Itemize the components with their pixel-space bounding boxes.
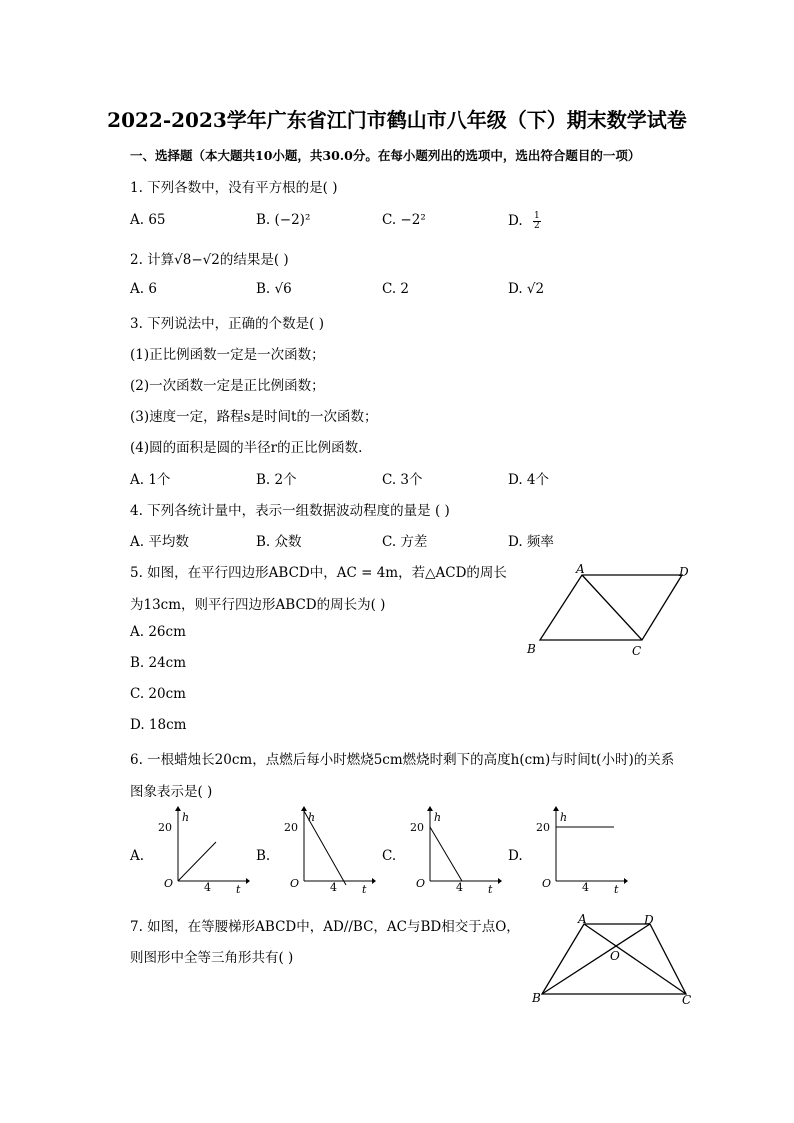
vertex-b-label: B [532,991,541,1005]
diagonal-bd [542,924,650,994]
graph-a-4-label: 4 [204,881,211,894]
q1-option-b: B. (−2)² [256,212,311,228]
q2-option-b: B. √6 [256,281,292,297]
question-1-stem: 1. 下列各数中，没有平方根的是( ) [130,180,338,196]
q4-option-c: C. 方差 [382,534,428,550]
q6-option-a-label: A. [130,848,145,864]
fraction-numerator: 1 [533,211,540,221]
q3-statement-4: (4)圆的面积是圆的半径r的正比例函数. [130,440,363,456]
question-2-stem: 2. 计算√8−√2的结果是( ) [130,252,289,268]
q3-statement-3: (3)速度一定，路程s是时间t的一次函数； [130,409,378,425]
graph-d-4-label: 4 [582,881,589,894]
q3-option-c: C. 3个 [382,472,423,488]
section-heading: 一、选择题（本大题共10小题，共30.0分。在每小题列出的选项中，选出符合题目的一项） [130,148,641,163]
q6-option-b-label: B. [256,848,271,864]
q5-option-c: C. 20cm [130,686,186,702]
question-4-stem: 4. 下列各统计量中，表示一组数据波动程度的量是 ( ) [130,503,450,519]
question-5-line-2: 为13cm，则平行四边形ABCD的周长为( ) [130,597,386,613]
graph-c [402,805,502,900]
graph-c-t-label: t [488,883,493,896]
graph-a-h-label: h [182,811,190,824]
graph-d-20-label: 20 [536,821,550,834]
question-7-line-1: 7. 如图，在等腰梯形ABCD中，AD//BC，AC与BD相交于点O， [130,919,520,935]
graph-b-t-label: t [362,883,367,896]
q1-option-c: C. −2² [382,212,426,228]
graph-b-h-label: h [308,811,316,824]
q6-option-c-label: C. [382,848,397,864]
graph-c-20-label: 20 [410,821,424,834]
q2-option-a: A. 6 [130,281,157,297]
graph-a-t-label: t [236,883,241,896]
parallelogram-abcd [540,575,682,640]
q3-option-b: B. 2个 [256,472,297,488]
vertex-a-label: A [576,562,585,576]
graph-b [276,805,376,900]
q3-statement-1: (1)正比例函数一定是一次函数； [130,347,325,363]
q1-option-d-prefix: D. [508,213,523,229]
vertex-a-label: A [578,912,587,926]
q2-option-d: D. √2 [508,281,545,297]
question-6-line-2: 图象表示是( ) [130,784,213,800]
q6-option-d-label: D. [508,848,523,864]
graph-a [150,805,250,900]
graph-d-origin-label: O [542,877,552,890]
question-6-line-1: 6. 一根蜡烛长20cm，点燃后每小时燃烧5cm燃烧时剩下的高度h(cm)与时间t(小时)的关系 [130,752,675,768]
exam-title: 2022-2023学年广东省江门市鹤山市八年级（下）期末数学试卷 [107,108,687,132]
q3-option-d: D. 4个 [508,472,550,488]
fraction-denominator: 2 [533,221,540,231]
graph-b-origin-label: O [290,877,300,890]
graph-c-origin-label: O [416,877,426,890]
vertex-d-label: D [644,913,654,927]
question-5-line-1: 5. 如图，在平行四边形ABCD中，AC = 4m，若△ACD的周长 [130,565,507,581]
q3-statement-2: (2)一次函数一定是正比例函数； [130,378,325,394]
q4-option-b: B. 众数 [256,534,302,550]
graph-c-h-label: h [434,811,442,824]
graph-c-4-label: 4 [456,881,463,894]
q1-option-a: A. 65 [130,212,166,228]
q1-option-d-fraction [533,212,541,231]
diagonal-ac [584,924,686,994]
q2-option-c: C. 2 [382,281,410,297]
vertex-d-label: D [679,565,689,579]
q4-option-d: D. 频率 [508,534,554,550]
vertex-c-label: C [682,993,692,1007]
q5-option-d: D. 18cm [130,717,187,733]
graph-b-20-label: 20 [284,821,298,834]
q5-option-b: B. 24cm [130,655,187,671]
graph-b-4-label: 4 [330,881,337,894]
q3-option-a: A. 1个 [130,472,171,488]
vertex-b-label: B [527,642,536,656]
graph-a-line [178,842,216,881]
trapezoid-figure [528,910,698,1010]
question-3-stem: 3. 下列说法中，正确的个数是( ) [130,316,324,332]
graph-d-t-label: t [614,883,619,896]
graph-c-line [430,827,462,881]
graph-d [528,805,628,900]
q1-option-d [508,212,541,231]
graph-d-h-label: h [560,811,568,824]
vertex-c-label: C [632,644,642,658]
graph-a-20-label: 20 [158,821,172,834]
diagonal-ac [582,575,642,640]
q5-option-a: A. 26cm [130,624,186,640]
question-7-line-2: 则图形中全等三角形共有( ) [130,950,294,966]
graph-a-origin-label: O [164,877,174,890]
vertex-o-label: O [610,949,620,963]
parallelogram-figure [522,560,697,660]
q4-option-a: A. 平均数 [130,534,189,550]
